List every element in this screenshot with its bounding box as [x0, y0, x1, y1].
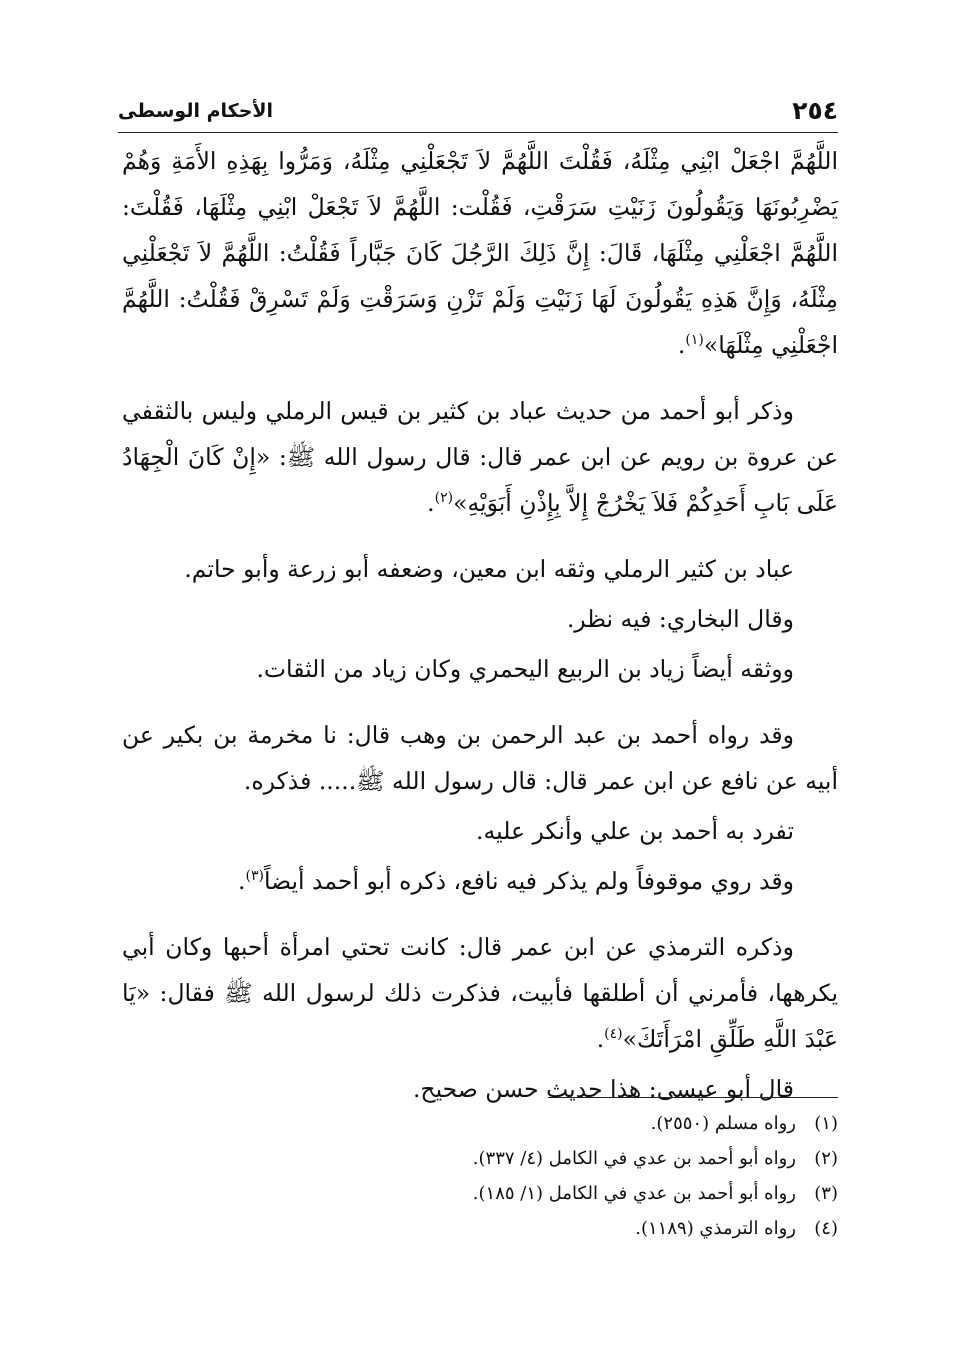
paragraph-narrator-grading: عباد بن كثير الرملي وثقه ابن معين، وضعفه أبو زرعة وأبو حاتم. — [184, 555, 794, 583]
footnote-item — [118, 1211, 838, 1246]
paragraph-tafarrud-remark: تفرد به أحمد بن علي وأنكر عليه. — [476, 817, 794, 845]
footnotes — [118, 1097, 838, 1246]
paragraph-hadith-continuation: اللَّهُمَّ اجْعَلْ ابْنِي مِثْلَهُ، فَقُلْتَ اللَّهُمَّ لاَ تَجْعَلْنِي مِثْلَهُ، وَمَرُّوا بِهَذِهِ الأَمَةِ وَهُمْ يَضْرِبُونَهَا وَيَقُولُونَ زَنَيْتِ سَرَقْتِ، فَقُلْت: اللَّهُمَّ لاَ تَجْعَلْ ابْنِي مِثْلَهَا، فَقُلْتَ: اللَّهُمَّ اجْعَلْنِي مِثْلَهَا، قَالَ: إِنَّ ذَلِكَ الرَّجُلَ كَانَ جَبَّاراً فَقُلْتُ: اللَّهُمَّ لاَ تَجْعَلْنِي مِثْلَهُ، وَإِنَّ هَذِهِ يَقُولُونَ لَهَا زَنَيْتِ وَلَمْ تَزْنِ وَسَرَقْتِ وَلَمْ تَسْرِقْ فَقُلْتُ: اللَّهُمَّ اجْعَلْنِي مِثْلَهَا»$^{(١)}$. — [122, 147, 838, 359]
footnote-item — [118, 1106, 838, 1141]
footnote-item — [118, 1141, 838, 1176]
paragraph-mawquf-remark: وقد روي موقوفاً ولم يذكر فيه نافع، ذكره أبو أحمد أيضاً$^{(٣)}$. — [237, 867, 794, 895]
footnote-ref: (٣) — [245, 868, 264, 885]
footnote-number: (٣) — [814, 1183, 838, 1204]
footnote-text: رواه أبو أحمد بن عدي في الكامل (١/ ١٨٥). — [472, 1183, 796, 1204]
paragraph-tirmidhi-report: وذكره الترمذي عن ابن عمر قال: كانت تحتي امرأة أحبها وكان أبي يكرهها، فأمرني أن أطلقها فأبيت، فذكرت ذلك لرسول الله ﷺ فقال: «يَا عَبْدَ اللَّهِ طَلِّقِ امْرَأَتَكَ»$^{(٤)}$. — [122, 933, 838, 1053]
paragraph-ibn-wahb-report: وقد رواه أحمد بن عبد الرحمن بن وهب قال: نا مخرمة بن بكير عن أبيه عن نافع عن ابن عمر قال: قال رسول الله ﷺ..... فذكره. — [122, 721, 838, 795]
footnote-ref: (٤) — [604, 1026, 623, 1043]
page-header — [118, 92, 838, 133]
footnote-number: (١) — [814, 1113, 838, 1134]
footnote-text: رواه أبو أحمد بن عدي في الكامل (٤/ ٣٣٧). — [472, 1148, 796, 1169]
footnote-ref: (٢) — [434, 490, 454, 507]
footnote-number: (٢) — [814, 1148, 838, 1169]
main-text — [122, 138, 838, 1132]
footnote-item — [118, 1176, 838, 1211]
running-title: الأحكام الوسطى — [118, 100, 274, 122]
paragraph-bukhari-remark: وقال البخاري: فيه نظر. — [566, 605, 794, 633]
footnote-text: رواه مسلم (٢٥٥٠). — [650, 1113, 796, 1134]
footnote-text: رواه الترمذي (١١٨٩). — [635, 1218, 796, 1239]
footnote-ref: (١) — [685, 332, 704, 349]
paragraph-abu-isa-grading: قال أبو عيسى: هذا حديث حسن صحيح. — [412, 1075, 794, 1103]
paragraph-ziyad-remark: ووثقه أيضاً زياد بن الربيع اليحمري وكان زياد من الثقات. — [256, 655, 794, 683]
footnote-divider — [548, 1097, 838, 1098]
paragraph-abu-ahmad-report: وذكر أبو أحمد من حديث عباد بن كثير بن قيس الرملي وليس بالثقفي عن عروة بن رويم عن ابن عمر قال: قال رسول الله ﷺ: «إِنْ كَانَ الْجِهَادُ عَلَى بَابِ أَحَدِكُمْ فَلاَ يَخْرُجْ إِلاَّ بِإِذْنِ أَبَوَيْهِ»$^{(٢)}$. — [122, 397, 838, 517]
page-number: ٢٥٤ — [792, 96, 838, 125]
footnote-number: (٤) — [814, 1218, 838, 1239]
